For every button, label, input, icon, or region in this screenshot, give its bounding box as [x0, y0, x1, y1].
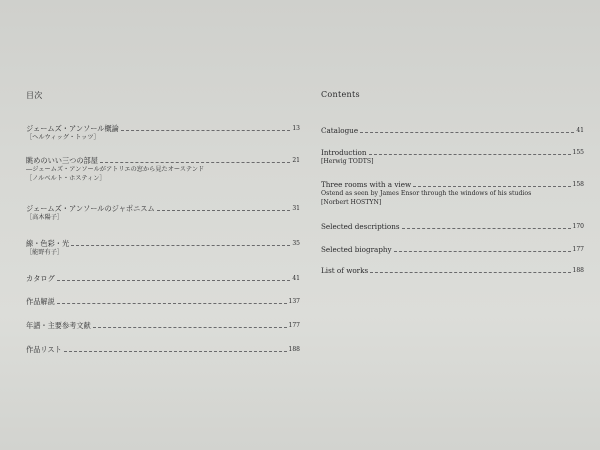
jp-contents-heading: 目次 — [26, 91, 43, 100]
toc-entry — [321, 266, 584, 275]
entry-subtitle: Ostend as seen by James Ensor through the windows of his studios — [321, 190, 532, 197]
entry-title: Three rooms with a view — [321, 180, 412, 189]
toc-entry — [321, 126, 584, 135]
page-number: 155 — [572, 149, 584, 156]
entry-title: 作品解説 — [26, 297, 55, 306]
toc-entry — [26, 204, 300, 222]
page-number: 13 — [292, 125, 300, 132]
toc-entry — [321, 222, 584, 231]
entry-subtitle: ―ジェームズ・アンソールがアトリエの窓から見たオーステンド — [26, 166, 205, 173]
page-number: 137 — [288, 298, 300, 305]
leader-dots — [93, 327, 287, 328]
leader-dots — [57, 303, 287, 304]
toc-entry — [26, 124, 300, 142]
leader-dots — [57, 280, 291, 281]
leader-dots — [369, 154, 571, 155]
toc-entry — [26, 274, 300, 283]
leader-dots — [64, 351, 287, 352]
toc-entry — [26, 239, 300, 257]
entry-title: 作品リスト — [26, 345, 62, 354]
leader-dots — [121, 130, 290, 131]
entry-title: Catalogue — [321, 126, 359, 135]
entry-title: Selected descriptions — [321, 222, 400, 231]
leader-dots — [370, 272, 570, 273]
toc-entry — [26, 156, 300, 183]
leader-dots — [71, 245, 290, 246]
toc-entry — [321, 245, 584, 254]
page-number: 31 — [292, 205, 300, 212]
leader-dots — [394, 251, 571, 252]
toc-entry — [321, 180, 584, 207]
page-number: 170 — [572, 223, 584, 230]
en-contents-heading: Contents — [321, 90, 360, 99]
leader-dots — [402, 228, 571, 229]
page-number: 41 — [292, 275, 300, 282]
entry-author: ［ノルベルト・ホスティン］ — [26, 175, 106, 182]
entry-title: List of works — [321, 266, 369, 275]
entry-author: [Norbert HOSTYN] — [321, 199, 382, 206]
page-number: 188 — [288, 346, 300, 353]
leader-dots — [360, 132, 574, 133]
entry-title: ジェームズ・アンソールのジャポニスム — [26, 204, 155, 213]
entry-title: Introduction — [321, 148, 367, 157]
leader-dots — [413, 186, 570, 187]
leader-dots — [157, 210, 291, 211]
entry-title: Selected biography — [321, 245, 392, 254]
entry-author: [Herwig TODTS] — [321, 158, 374, 165]
entry-author: ［高木陽子］ — [26, 214, 64, 221]
entry-author: ［能野有子］ — [26, 249, 64, 256]
leader-dots — [100, 162, 290, 163]
entry-author: ［ヘルウィッグ・トッツ］ — [26, 134, 100, 141]
page-number: 35 — [292, 240, 300, 247]
toc-entry — [26, 321, 300, 330]
entry-title: 眺めのいい三つの部屋 — [26, 156, 98, 165]
toc-entry — [26, 345, 300, 354]
page-number: 41 — [576, 127, 584, 134]
toc-entry — [321, 148, 584, 166]
page-number: 177 — [288, 322, 300, 329]
page-number: 158 — [572, 181, 584, 188]
entry-title: 線・色彩・光 — [26, 239, 70, 248]
entry-title: ジェームズ・アンソール概論 — [26, 124, 119, 133]
entry-title: 年譜・主要参考文献 — [26, 321, 91, 330]
page-number: 188 — [572, 267, 584, 274]
toc-entry — [26, 297, 300, 306]
page-number: 21 — [292, 157, 300, 164]
page-number: 177 — [572, 246, 584, 253]
entry-title: カタログ — [26, 274, 55, 283]
